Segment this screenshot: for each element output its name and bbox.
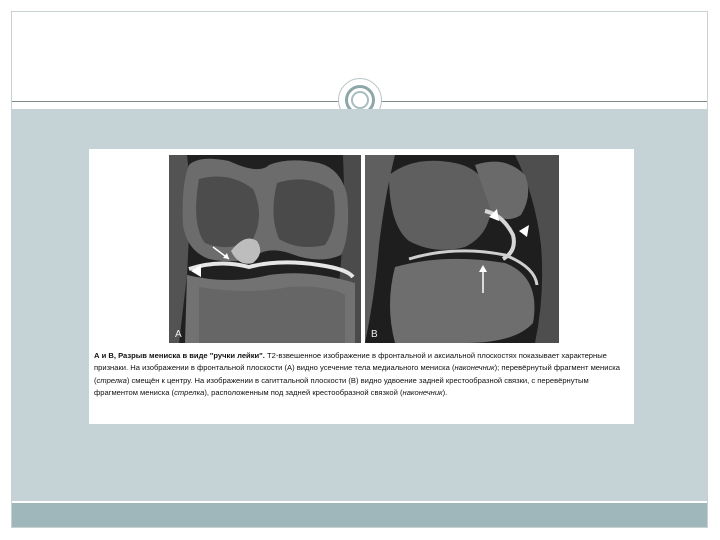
- panel-b-label: B: [371, 329, 378, 340]
- footer-band: [12, 503, 707, 527]
- caption-text-1: T2-взвешенное изображение в фронтальной и аксиальной плоскостях показывает характерные признаки. На изображении в фронтальной плоскости (A) видно усечение тела медиального мениска (: [94, 351, 607, 373]
- mri-image-coronal: [169, 155, 361, 343]
- title-divider-left: [12, 101, 339, 102]
- panel-a-label: A: [175, 329, 182, 340]
- caption-text-3: ) смещён к центру. На изображении в сагиттальной плоскости (B) видно удвоение задней крестообразной связки, с перевёрнутым фрагментом мениска (: [94, 375, 589, 398]
- caption-text-5: ).: [442, 388, 448, 398]
- mri-coronal-drawing: [169, 155, 361, 343]
- caption-emphasis-4: наконечник: [402, 388, 443, 398]
- caption-emphasis-3: стрелка: [174, 388, 205, 398]
- caption-text-4: ), расположенным под задней крестообразной связкой (: [204, 388, 403, 398]
- title-divider-right: [381, 101, 707, 102]
- mri-image-sagittal: [365, 155, 559, 343]
- caption-emphasis-2: стрелка: [96, 375, 127, 385]
- figure-card: [89, 149, 634, 424]
- figure-caption: [94, 350, 630, 400]
- caption-title: А и B, Разрыв мениска в виде "ручки лейки".: [94, 351, 265, 360]
- caption-text-2: ); перевёрнутый фрагмент мениска (: [94, 363, 620, 385]
- caption-emphasis-1: наконечник: [454, 363, 495, 373]
- ornament-inner-ring: [351, 91, 369, 109]
- mri-sagittal-drawing: [365, 155, 559, 343]
